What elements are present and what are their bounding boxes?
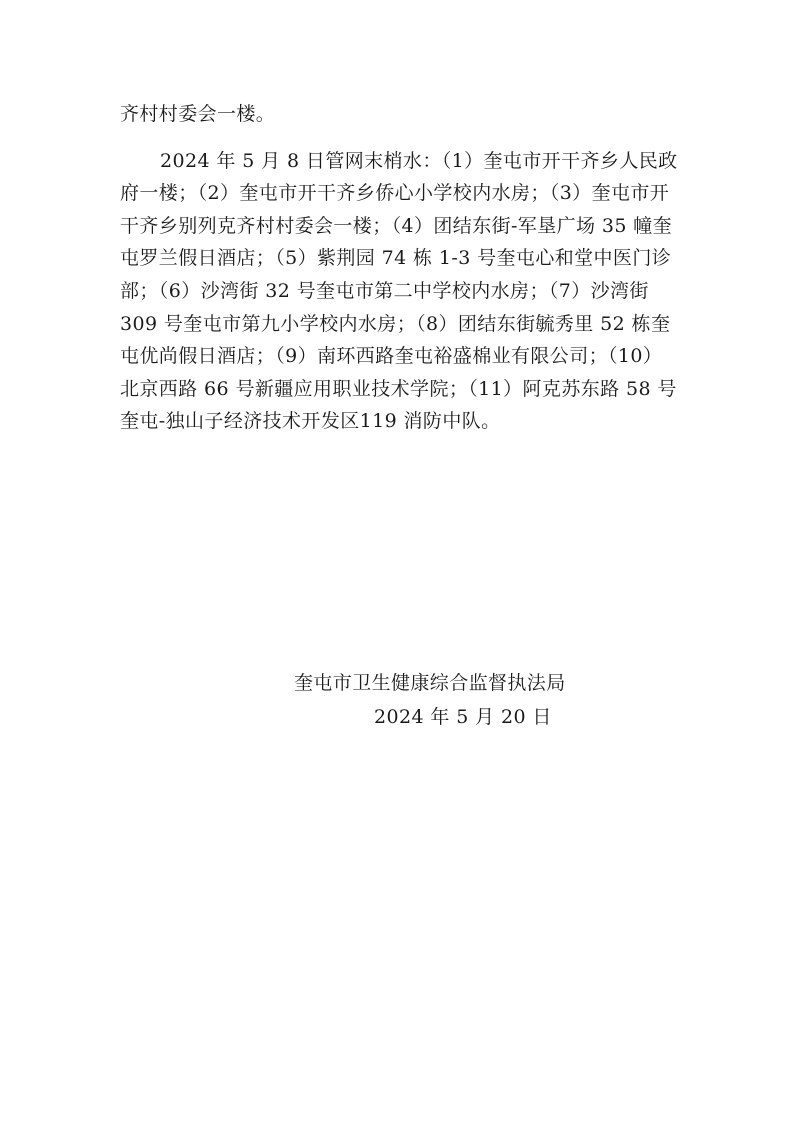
sampling-paragraph: 2024 年 5 月 8 日管网末梢水：（1）奎屯市开干齐乡人民政府一楼；（2）奎屯市开干齐乡侨心小学校内水房；（3）奎屯市开干齐乡别列克齐村村委会一楼；（4）团结东街-军垦广场 35 幢奎屯罗兰假日酒店；（5）紫荆园 74 栋 1-3 号奎屯心和堂中医门诊部；（6）沙湾街 32 号奎屯市第二中学校内水房；（7）沙湾街 309 号奎屯市第九小学校内水房；（8）团结东街毓秀里 52 栋奎屯优尚假日酒店；（9）南环西路奎屯裕盛棉业有限公司；（10）北京西路 66 号新疆应用职业技术学院；（11）阿克苏东路 58 号奎屯-独山子经济技术开发区119 消防中队。 [120,149,678,433]
continuation-line: 齐村村委会一楼。 [120,103,276,125]
issue-date: 2024 年 5 月 20 日 [374,706,552,728]
issuing-organization: 奎屯市卫生健康综合监督执法局 [294,672,566,694]
signature-block [250,668,670,732]
document-body [120,98,680,438]
